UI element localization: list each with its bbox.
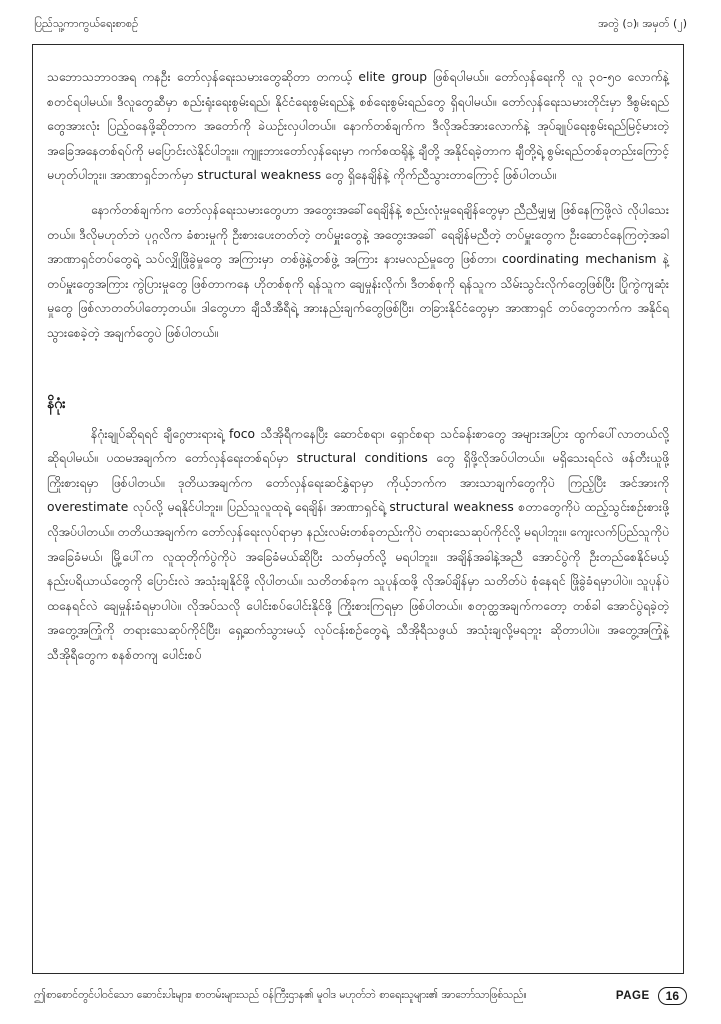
page-footer bbox=[34, 984, 687, 1008]
spacer bbox=[47, 188, 669, 198]
publication-title: ပြည်သူ့ကာကွယ်ရေးစာစဉ် bbox=[34, 17, 139, 30]
issue-number: အတွဲ (၁)၊ အမှတ် (၂) bbox=[598, 17, 687, 30]
page-label: PAGE bbox=[615, 990, 650, 1002]
paragraph-3: နိဂုံးချုပ်ဆိုရရင် ချီဂွေဗားရားရဲ့ foco သီအိုရီကနေပြီး ဆောင်စရာ၊ ရှောင်စရာ သင်ခန်းစာတွေ အများအပြား ထွက်ပေါ်လာတယ်လို့ ဆိုရပါမယ်။ ပထမအချက်က တော်လှန်ရေးတစ်ရပ်မှာ structural conditions တွေ ရှိဖို့လိုအပ်ပါတယ်။ မရှိသေးရင်လဲ ဖန်တီးယူဖို့ ကြိုးစားရမှာ ဖြစ်ပါတယ်။ ဒုတိယအချက်က တော်လှန်ရေးဆင်နွှဲရာမှာ ကိုယ့်ဘက်က အားသာချက်တွေကိုပဲ ကြည့်ပြီး အင်အားကို overestimate လုပ်လို့ မရနိုင်ပါဘူး။ ပြည်သူလူထုရဲ့ ရေချိန်၊ အာဏာရှင်ရဲ့ structural weakness စတာတွေကိုပဲ ထည့်သွင်းစဉ်းစားဖို့ လိုအပ်ပါတယ်။ တတိယအချက်က တော်လှန်ရေးလုပ်ရာမှာ နည်းလမ်းတစ်ခုတည်းကိုပဲ တရားသေဆုပ်ကိုင်လို့ မရပါဘူး။ ကျေးလက်ပြည်သူကိုပဲ အခြေခံမယ်၊ မြို့ပေါ်က လူထုတိုက်ပွဲကိုပဲ အခြေခံမယ်ဆိုပြီး သတ်မှတ်လို့ မရပါဘူး။ အချိန်အခါနဲ့အညီ အောင်ပွဲကို ဦးတည်စေနိုင်မယ့် နည်းပရိယာယ်တွေကို ပြောင်းလဲ အသုံးချနိုင်ဖို့ လိုပါတယ်။ သတိတစ်ခုက သူပုန်ထဖို့ လိုအပ်ချိန်မှာ သတိတ်ပဲ စုံနေရင် ဖြိုခွဲခံရမှာပါပဲ။ သူပုန်ပဲ ထနေရင်လဲ ချေမှုန်းခံရမှာပါပဲ။ လိုအပ်သလို ပေါင်းစပ်ပေါင်းနိုင်ဖို့ ကြိုးစားကြရမှာ ဖြစ်ပါတယ်။ စတုတ္ထအချက်ကတော့ တစ်ခါ အောင်ပွဲရခဲ့တဲ့ အတွေ့အကြုံကို တရားသေဆုပ်ကိုင်ပြီး၊ ရှေ့ဆက်သွားမယ့် လုပ်ငန်းစဉ်တွေရဲ့ သီအိုရီသဖွယ် အသုံးချလို့မရဘူး ဆိုတာပါပဲ။ အတွေ့အကြုံနဲ့ သီအိုရီတွေက စနစ်တကျ ပေါင်းစပ် bbox=[47, 426, 669, 662]
paragraph-1: သဘောသဘာဝအရ ကနဦး တော်လှန်ရေးသမားတွေဆိုတာ တကယ့် elite group ဖြစ်ရပါမယ်။ တော်လှန်ရေးကို လူ ၃၀-၅၀ လောက်နဲ့ စတင်ရပါမယ်။ ဒီလူတွေဆီမှာ စည်းရုံးရေးစွမ်းရည်၊ နိုင်ငံရေးစွမ်းရည်နဲ့ စစ်ရေးစွမ်းရည်တွေ ရှိရပါမယ်။ တော်လှန်ရေးသမားတိုင်းမှာ ဒီစွမ်းရည်တွေအားလုံး ပြည့်ဝနေဖို့ဆိုတာက အတော်ကို ခဲယဉ်းလှပါတယ်။ နောက်တစ်ချက်က ဒီလိုအင်အားလောက်နဲ့ အုပ်ချုပ်ရေးစွမ်းရည်မြင့်မားတဲ့ အခြေအနေတစ်ရပ်ကို မပြောင်းလဲနိုင်ပါဘူး။ ကျူးဘားတော်လှန်ရေးမှာ ကက်စထရိုနဲ့ ချီတို့ အနိုင်ရခဲ့တာက ချီတို့ရဲ့ စွမ်းရည်တစ်ခုတည်းကြောင့် မဟုတ်ပါဘူး။ အာဏာရှင်ဘက်မှာ structural weakness တွေ ရှိနေချိန်နဲ့ ကိုက်ညီသွားတာကြောင့် ဖြစ်ပါတယ်။ bbox=[47, 70, 669, 183]
section-heading: နိဂုံး bbox=[47, 395, 66, 412]
paragraph-2: နောက်တစ်ချက်က တော်လှန်ရေးသမားတွေဟာ အတွေးအခေါ်ရေချိန်နဲ့ စည်းလုံးမှုရေချိန်တွေမှာ ညီညီမျှမျှ ဖြစ်နေကြဖို့လဲ လိုပါသေးတယ်။ ဒီလိုမဟုတ်ဘဲ ပုဂ္ဂလိက ခံစားမှုကို ဦးစားပေးတတ်တဲ့ တပ်မှူးတွေနဲ့ အတွေးအခေါ် ရေချိန်မညီတဲ့ တပ်မှူးတွေက ဦးဆောင်နေကြတဲ့အခါ အာဏာရှင်တပ်တွေရဲ့ သပ်လျှိုဖြိုခွဲမှုတွေ အကြားမှာ တစ်ဖွဲ့နဲ့တစ်ဖွဲ့ အကြား နားမလည်မှုတွေ ဖြစ်တာ၊ coordinating mechanism နဲ့ တပ်မှူးတွေအကြား ကွဲပြားမှုတွေ ဖြစ်တာကနေ ဟိုတစ်စုကို ရန်သူက ချေမှုန်းလိုက်၊ ဒီတစ်စုကို ရန်သူက သိမ်းသွင်းလိုက်တွေဖြစ်ပြီး ပြိုကွဲကျဆုံးမှုတွေ ဖြစ်လာတတ်ပါတော့တယ်။ ဒါတွေဟာ ချီသီအီရီရဲ့ အားနည်းချက်တွေဖြစ်ပြီး၊ တခြားနိုင်ငံတွေမှာ အာဏာရှင် တပ်တွေဘက်က အနိုင်ရသွားစေခဲ့တဲ့ အချက်တွေပဲ ဖြစ်ပါတယ်။ bbox=[47, 202, 669, 340]
disclaimer-note: ဤစာစောင်တွင်ပါဝင်သော ဆောင်းပါးများ၊ စာတမ်းများသည် ဝန်ကြီးဌာန၏ မူဝါဒ မဟုတ်ဘဲ စာရေးသူများ၏ အာဘော်သာဖြစ်သည်။ bbox=[34, 988, 527, 1001]
page-indicator bbox=[616, 987, 687, 1005]
page-header bbox=[34, 14, 687, 36]
spacer bbox=[47, 346, 669, 392]
page-number: 16 bbox=[658, 987, 687, 1005]
content-frame bbox=[32, 44, 684, 974]
